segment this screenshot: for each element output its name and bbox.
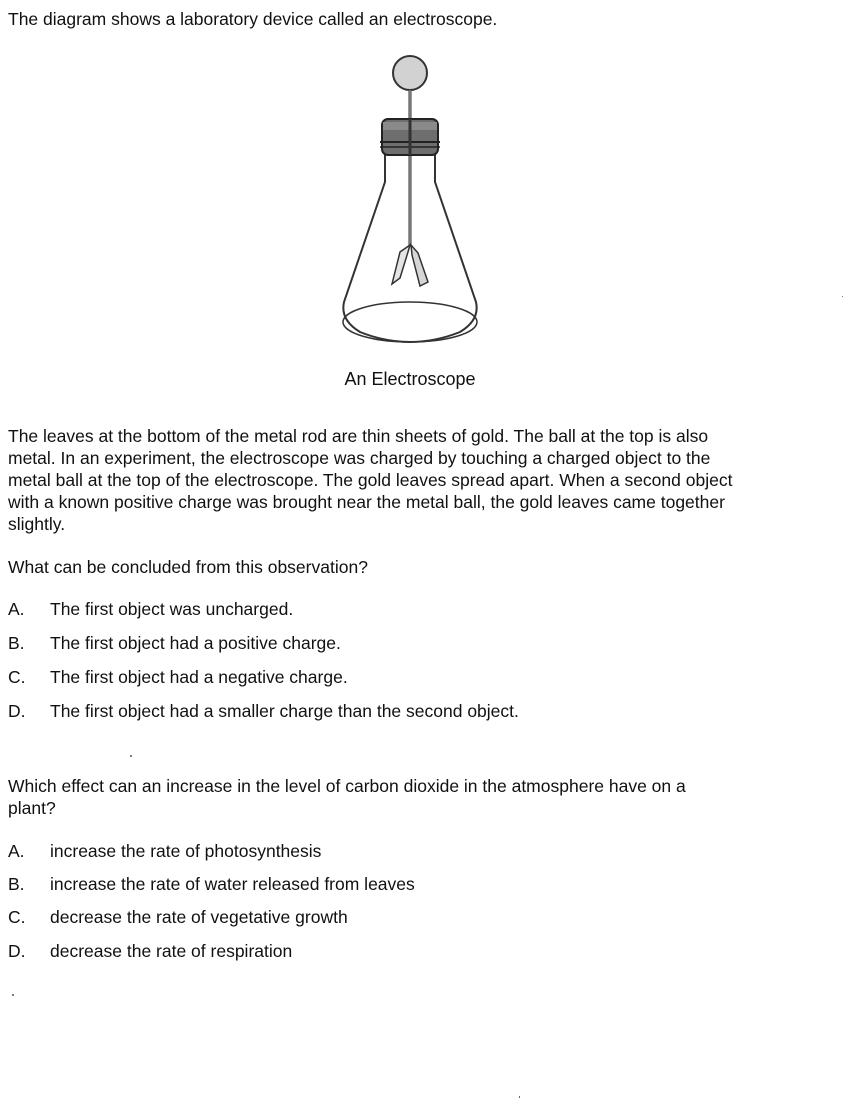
question-2-prompt [8,775,686,819]
scan-speck [130,755,132,757]
passage-line: slightly. [8,514,66,534]
prompt-line: Which effect can an increase in the level of carbon dioxide in the atmosphere have on a [8,776,686,796]
passage-line: metal ball at the top of the electroscope. The gold leaves spread apart. When a second object [8,470,733,490]
passage [8,425,838,535]
prompt-line: plant? [8,798,56,818]
scan-speck [12,994,14,996]
option-text: decrease the rate of respiration [50,941,293,961]
intro-text: The diagram shows a laboratory device called an electroscope. [8,9,498,29]
option-text: The first object had a smaller charge than the second object. [50,701,519,721]
scan-speck [519,1096,520,1098]
q2-option-b[interactable] [8,873,415,895]
passage-line: metal. In an experiment, the electroscope was charged by touching a charged object to the [8,448,711,468]
diagram-caption: An Electroscope [344,369,476,389]
option-text: increase the rate of photosynthesis [50,841,322,861]
option-letter: B. [8,874,25,894]
option-letter: D. [8,701,26,721]
gold-leaf-left [392,245,410,284]
q2-option-a[interactable] [8,840,321,862]
option-text: The first object was uncharged. [50,599,294,619]
q1-option-b[interactable] [8,632,341,654]
flask-base [343,302,477,342]
metal-ball [393,56,427,90]
question-1-prompt: What can be concluded from this observation? [8,557,368,577]
option-letter: C. [8,907,26,927]
q2-option-d[interactable] [8,940,292,962]
option-letter: D. [8,941,26,961]
electroscope-diagram [330,52,490,362]
option-text: The first object had a negative charge. [50,667,348,687]
passage-line: The leaves at the bottom of the metal rod are thin sheets of gold. The ball at the top is also [8,426,709,446]
q1-option-a[interactable] [8,598,293,620]
gold-leaf-right [411,245,428,286]
q2-option-c[interactable] [8,906,348,928]
option-text: increase the rate of water released from leaves [50,874,415,894]
option-text: The first object had a positive charge. [50,633,341,653]
option-letter: B. [8,633,25,653]
passage-line: with a known positive charge was brought near the metal ball, the gold leaves came together [8,492,725,512]
scan-speck [842,296,843,297]
option-letter: A. [8,841,25,861]
option-letter: C. [8,667,26,687]
q1-option-d[interactable] [8,700,519,722]
option-letter: A. [8,599,25,619]
q1-option-c[interactable] [8,666,348,688]
option-text: decrease the rate of vegetative growth [50,907,348,927]
